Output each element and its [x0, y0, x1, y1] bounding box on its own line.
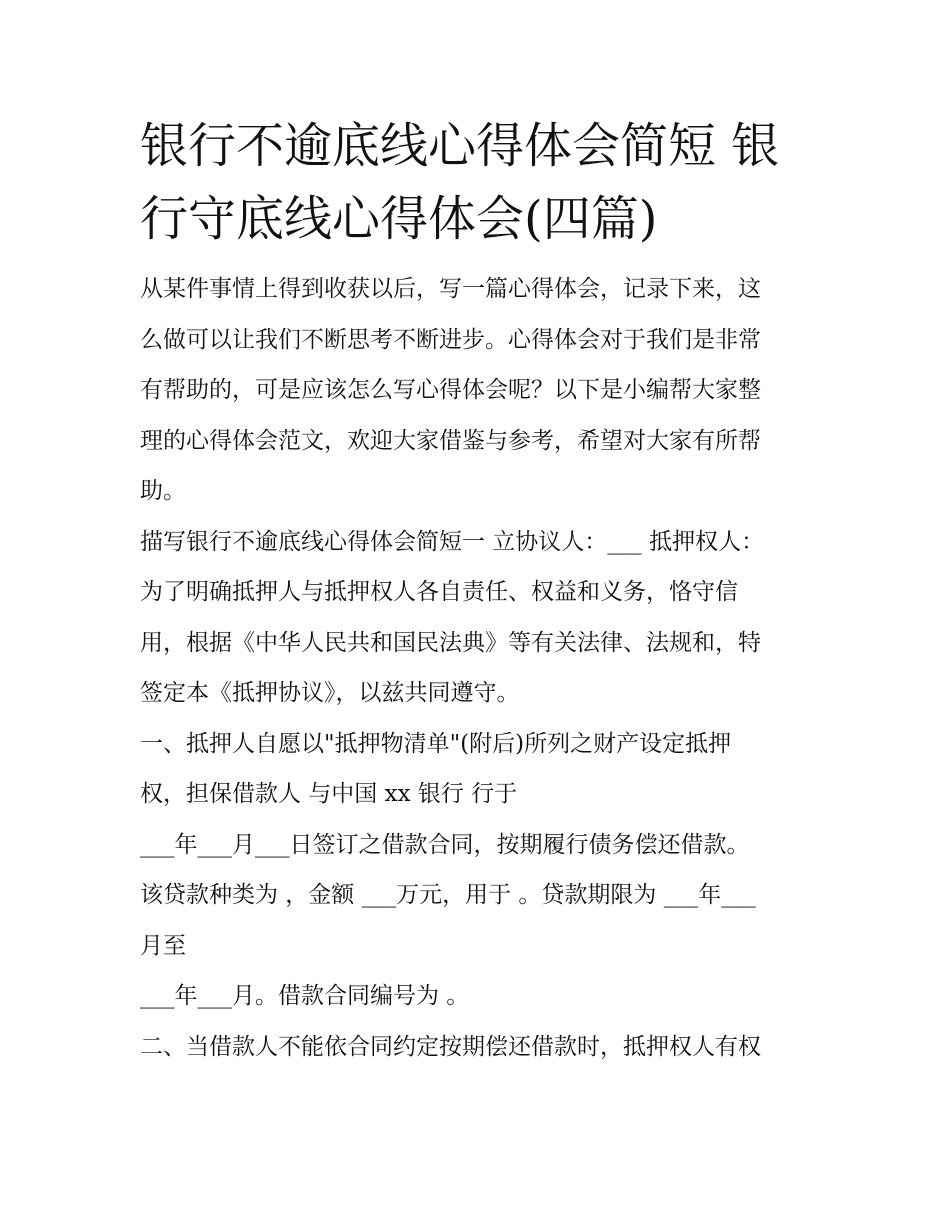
text-line: 签定本《抵押协议》，以兹共同遵守。 [140, 680, 520, 706]
text-line: 用，根据《中华人民共和国民法典》等有关法律、法规和，特 [140, 629, 761, 656]
text-line: 从某件事情上得到收获以后，写一篇心得体会，记录下来，这 [140, 276, 761, 302]
text-line: 描写银行不逾底线心得体会简短一 立协议人：___ 抵押权人： [140, 528, 765, 555]
text-line: 二、当借款人不能依合同约定按期偿还借款时，抵押权人有权 [140, 1033, 761, 1060]
text-line: 一、抵押人自愿以"抵押物清单"(附后)所列之财产设定抵押 [140, 730, 732, 757]
text-line: 月至 [140, 932, 186, 959]
text-line: 理的心得体会范文，欢迎大家借鉴与参考，希望对大家有所帮 [140, 427, 761, 454]
agreement-body [140, 517, 815, 1073]
title-line: 银行不逾底线心得体会简短 银 [140, 118, 780, 174]
document-page [140, 110, 815, 1072]
title-line: 行守底线心得体会(四篇) [140, 191, 658, 247]
text-line: 有帮助的，可是应该怎么写心得体会呢？以下是小编帮大家整 [140, 377, 761, 403]
text-line: 该贷款种类为 ，金额 ___万元，用于 。贷款期限为 ___年___ [140, 882, 756, 908]
text-line: 助。 [140, 478, 186, 504]
intro-paragraph [140, 264, 815, 517]
text-line: ___年___月。借款合同编号为 。 [140, 983, 470, 1009]
document-title [140, 110, 815, 256]
text-line: 为了明确抵押人与抵押权人各自责任、权益和义务，恪守信 [140, 579, 738, 605]
text-line: 权，担保借款人 与中国 xx 银行 行于 [140, 781, 518, 807]
text-line: ___年___月___日签订之借款合同，按期履行债务偿还借款。 [140, 831, 750, 858]
text-line: 么做可以让我们不断思考不断进步。心得体会对于我们是非常 [140, 326, 761, 353]
